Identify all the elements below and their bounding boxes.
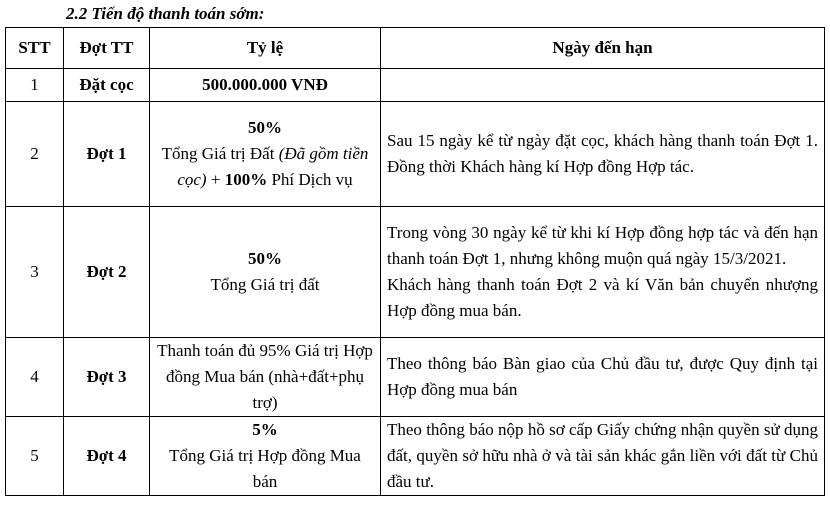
cell-due: [381, 69, 825, 102]
cell-stt: 3: [6, 207, 64, 338]
table-header-row: [6, 28, 825, 69]
cell-stt: 5: [6, 417, 64, 496]
cell-due: Theo thông báo Bàn giao của Chủ đầu tư, được Quy định tại Hợp đồng mua bán: [381, 338, 825, 417]
rate-text: Tổng Giá trị Hợp đồng Mua bán: [169, 446, 361, 491]
cell-due: Theo thông báo nộp hồ sơ cấp Giấy chứng nhận quyền sử dụng đất, quyền sở hữu nhà ở và tài sản khác gắn liền với đất từ Chủ đầu tư.: [381, 417, 825, 496]
header-stt: STT: [6, 28, 64, 69]
due-paragraph: Trong vòng 30 ngày kể từ khi kí Hợp đồng hợp tác và đến hạn thanh toán Đợt 1, nhưng không muộn quá ngày 15/3/2021.: [387, 223, 818, 268]
header-due: Ngày đến hạn: [381, 28, 825, 69]
rate-percent: 50%: [248, 249, 282, 268]
cell-rate: [150, 417, 381, 496]
cell-rate: 500.000.000 VNĐ: [150, 69, 381, 102]
rate-plus: +: [206, 170, 225, 189]
cell-rate: [150, 102, 381, 207]
cell-due: [381, 207, 825, 338]
section-heading: 2.2 Tiến độ thanh toán sớm:: [66, 4, 265, 23]
table-row: [6, 69, 825, 102]
rate-text: Tổng Giá trị đất: [210, 275, 320, 294]
cell-due: Sau 15 ngày kể từ ngày đặt cọc, khách hàng thanh toán Đợt 1. Đồng thời Khách hàng kí Hợp đồng Hợp tác.: [381, 102, 825, 207]
rate-text: Tổng Giá trị Đất: [161, 144, 279, 163]
cell-rate: Thanh toán đủ 95% Giá trị Hợp đồng Mua bán (nhà+đất+phụ trợ): [150, 338, 381, 417]
table-row: [6, 207, 825, 338]
rate-service-percent: 100%: [224, 170, 268, 189]
cell-rate: [150, 207, 381, 338]
cell-dot: Đợt 1: [64, 102, 150, 207]
header-dot: Đợt TT: [64, 28, 150, 69]
cell-stt: 2: [6, 102, 64, 207]
rate-note: (Đã gồm tiền cọc): [177, 144, 369, 189]
due-paragraph: Khách hàng thanh toán Đợt 2 và kí Văn bản chuyển nhượng Hợp đồng mua bán.: [387, 275, 818, 320]
cell-dot: Đợt 4: [64, 417, 150, 496]
rate-percent: 5%: [252, 420, 278, 439]
table-row: [6, 417, 825, 496]
rate-service-text: Phí Dịch vụ: [267, 170, 353, 189]
cell-stt: 1: [6, 69, 64, 102]
table-row: [6, 102, 825, 207]
table-row: [6, 338, 825, 417]
cell-dot: Đợt 2: [64, 207, 150, 338]
payment-schedule-table: [5, 27, 825, 496]
cell-dot: Đặt cọc: [64, 69, 150, 102]
rate-percent: 50%: [248, 118, 282, 137]
header-rate: Tỷ lệ: [150, 28, 381, 69]
cell-dot: Đợt 3: [64, 338, 150, 417]
cell-stt: 4: [6, 338, 64, 417]
